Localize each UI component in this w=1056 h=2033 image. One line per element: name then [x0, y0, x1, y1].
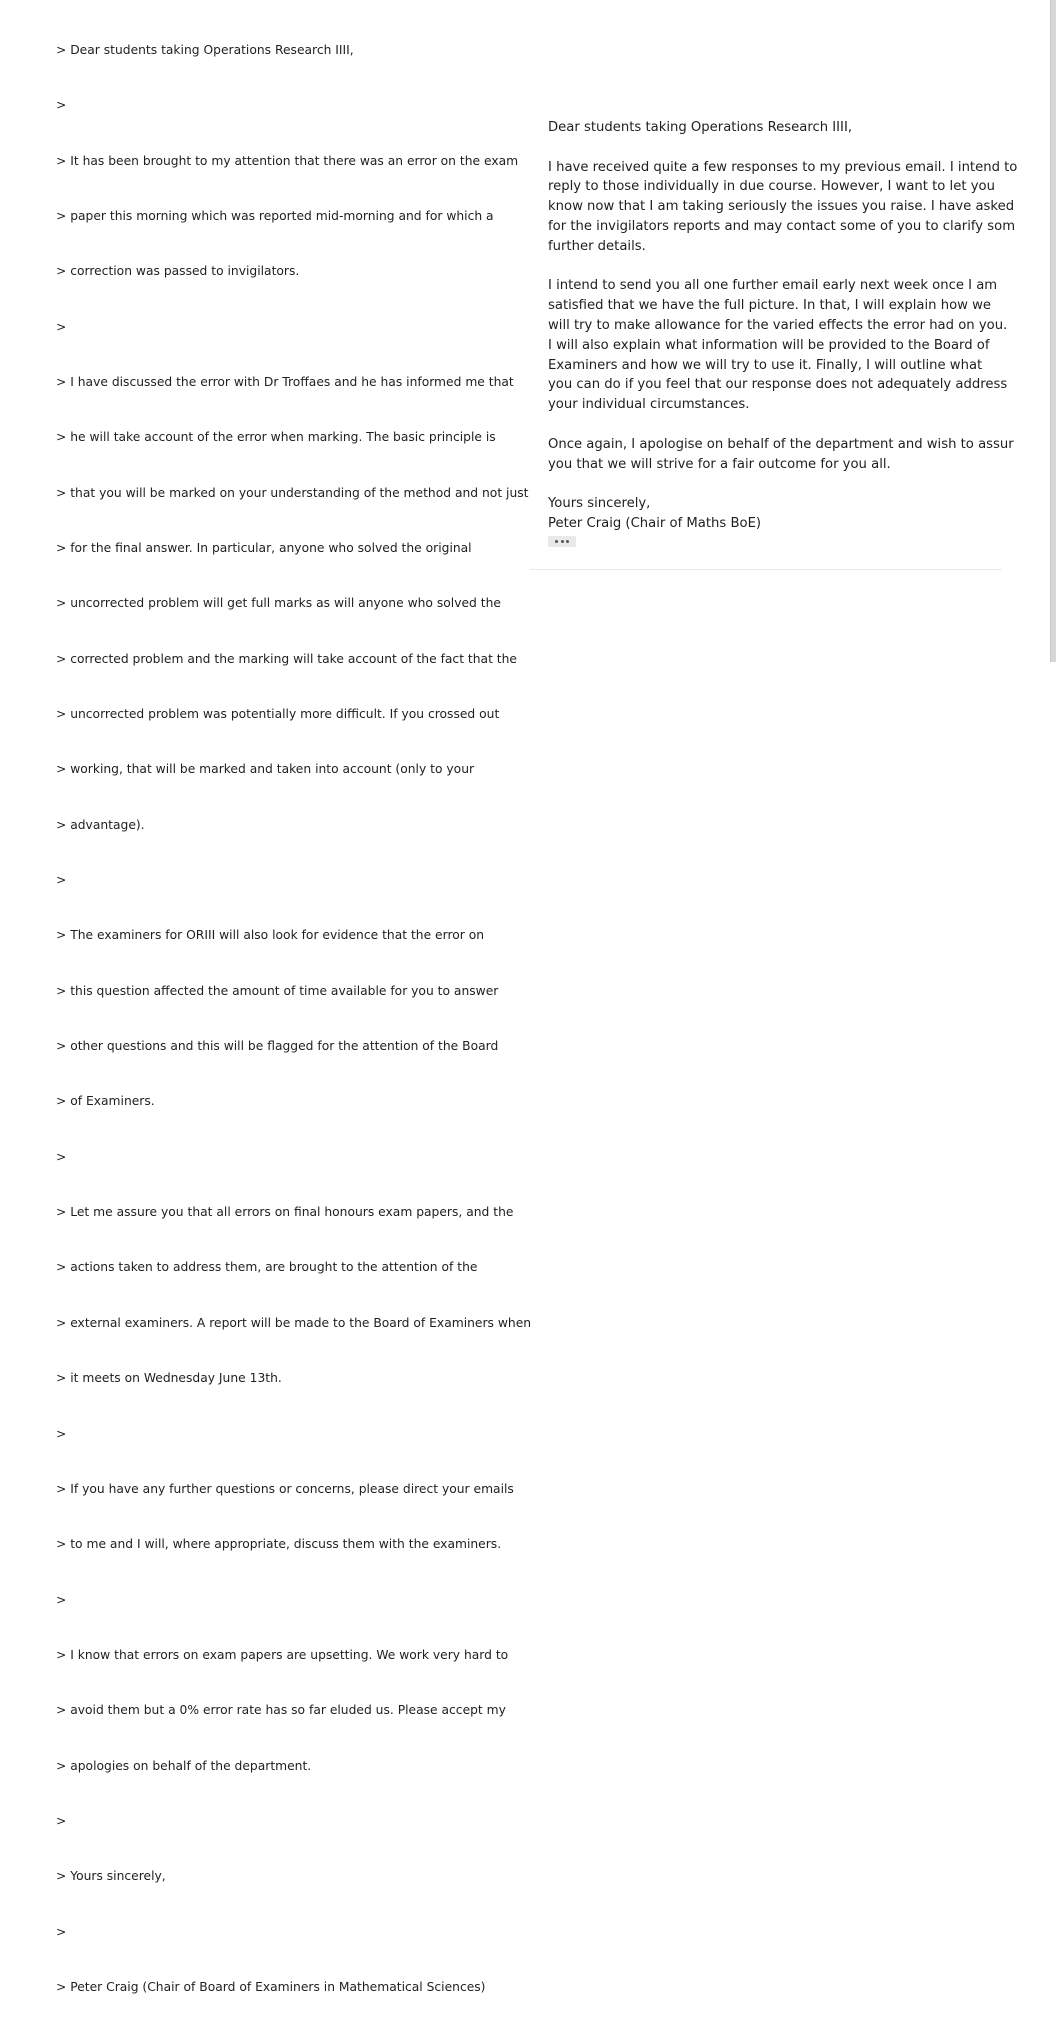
quoted-line: > for the final answer. In particular, anyone who solved the original — [56, 541, 472, 555]
reply-email-body — [548, 118, 1018, 554]
show-trimmed-content-button[interactable] — [548, 536, 576, 547]
quoted-line: > avoid them but a 0% error rate has so far eluded us. Please accept my — [56, 1703, 506, 1718]
reply-paragraph-2-line: Examiners and how we will try to use it. Finally, I will outline what — [548, 357, 983, 373]
quoted-line: > external examiners. A report will be made to the Board of Examiners when — [56, 1315, 532, 1330]
quoted-line: > — [56, 1924, 67, 1939]
quoted-line: > of Examiners. — [56, 1094, 155, 1109]
quoted-line: > paper this morning which was reported mid-morning and for which a — [56, 208, 494, 223]
quoted-email-pane — [0, 0, 532, 1994]
reply-paragraph-1-line: know now that I am taking seriously the issues you raise. I have asked — [548, 199, 1015, 215]
quoted-line: > The examiners for ORIII will also look for evidence that the error on — [56, 928, 485, 943]
quoted-line: > apologies on behalf of the department. — [56, 1758, 312, 1773]
reply-signature: Peter Craig (Chair of Maths BoE) — [548, 515, 762, 531]
quoted-line: > uncorrected problem was potentially more difficult. If you crossed out — [56, 707, 500, 722]
quoted-line: > this question affected the amount of time available for you to answer — [56, 983, 499, 998]
quoted-line: > — [56, 873, 67, 888]
quoted-line: > — [56, 1813, 67, 1828]
paragraph-gap — [548, 474, 1000, 494]
quoted-line: > corrected problem and the marking will take account of the fact that the — [56, 651, 517, 666]
reply-paragraph-2-line: you can do if you feel that our response does not adequately address — [548, 377, 1008, 393]
paragraph-gap — [548, 138, 1000, 158]
reply-paragraph-1-line: for the invigilators reports and may contact some of you to clarify som — [548, 218, 1016, 234]
quoted-line: > that you will be marked on your understanding of the method and not just — [56, 485, 529, 500]
reply-paragraph-2-line: your individual circumstances. — [548, 397, 750, 413]
quoted-line: > advantage). — [56, 817, 145, 832]
quoted-line: > — [56, 319, 67, 334]
quoted-line: > uncorrected problem will get full marks as will anyone who solved the — [56, 596, 501, 611]
message-divider — [530, 569, 1002, 570]
paragraph-gap — [548, 257, 1000, 277]
reply-paragraph-1-line: I have received quite a few responses to my previous email. I intend to — [548, 159, 1018, 175]
reply-paragraph-3-line: you that we will strive for a fair outcome for you all. — [548, 456, 891, 472]
quoted-line: > other questions and this will be flagged for the attention of the Board — [56, 1039, 499, 1054]
quoted-line: > — [56, 1149, 67, 1164]
paragraph-gap — [548, 415, 1000, 435]
quoted-line: > I know that errors on exam papers are upsetting. We work very hard to — [56, 1647, 509, 1662]
quoted-line: > actions taken to address them, are brought to the attention of the — [56, 1260, 478, 1275]
reply-paragraph-2-line: will try to make allowance for the varied effects the error had on you. — [548, 317, 1008, 333]
quoted-line: > Yours sincerely, — [56, 1869, 166, 1884]
quoted-line: > I have discussed the error with Dr Troffaes and he has informed me that — [56, 374, 514, 389]
quoted-line: > working, that will be marked and taken into account (only to your — [56, 762, 475, 777]
reply-paragraph-1-line: reply to those individually in due course. However, I want to let you — [548, 179, 995, 195]
quoted-line: > he will take account of the error when marking. The basic principle is — [56, 430, 496, 445]
quoted-email-body — [56, 4, 531, 2033]
reply-greeting: Dear students taking Operations Research IIII, — [548, 120, 853, 135]
quoted-line: > correction was passed to invigilators. — [56, 264, 300, 279]
ellipsis-dot-icon — [566, 540, 569, 543]
quoted-line: > it meets on Wednesday June 13th. — [56, 1371, 282, 1386]
quoted-line: > — [56, 1592, 67, 1607]
ellipsis-dot-icon — [561, 540, 564, 543]
reply-email-pane — [530, 0, 1050, 662]
reply-paragraph-2-line: I intend to send you all one further email early next week once I am — [548, 278, 998, 294]
quoted-line: > — [56, 1426, 67, 1441]
window-edge — [1050, 0, 1056, 662]
reply-closing: Yours sincerely, — [548, 496, 651, 512]
quoted-line: > to me and I will, where appropriate, discuss them with the examiners. — [56, 1537, 502, 1552]
quoted-line: > Peter Craig (Chair of Board of Examiners in Mathematical Sciences) — [56, 1979, 486, 1994]
reply-paragraph-2-line: I will also explain what information will be provided to the Board of — [548, 337, 990, 353]
quoted-line: > It has been brought to my attention that there was an error on the exam — [56, 153, 519, 168]
ellipsis-dot-icon — [555, 540, 558, 543]
quoted-line: > Let me assure you that all errors on final honours exam papers, and the — [56, 1205, 514, 1220]
quoted-line: > If you have any further questions or concerns, please direct your emails — [56, 1481, 514, 1496]
reply-paragraph-2-line: satisfied that we have the full picture. In that, I will explain how we — [548, 298, 992, 314]
quoted-line: > — [56, 98, 67, 113]
quoted-line: > Dear students taking Operations Research IIII, — [56, 42, 354, 57]
reply-paragraph-3-line: Once again, I apologise on behalf of the department and wish to assur — [548, 436, 1014, 452]
reply-paragraph-1-line: further details. — [548, 238, 646, 254]
